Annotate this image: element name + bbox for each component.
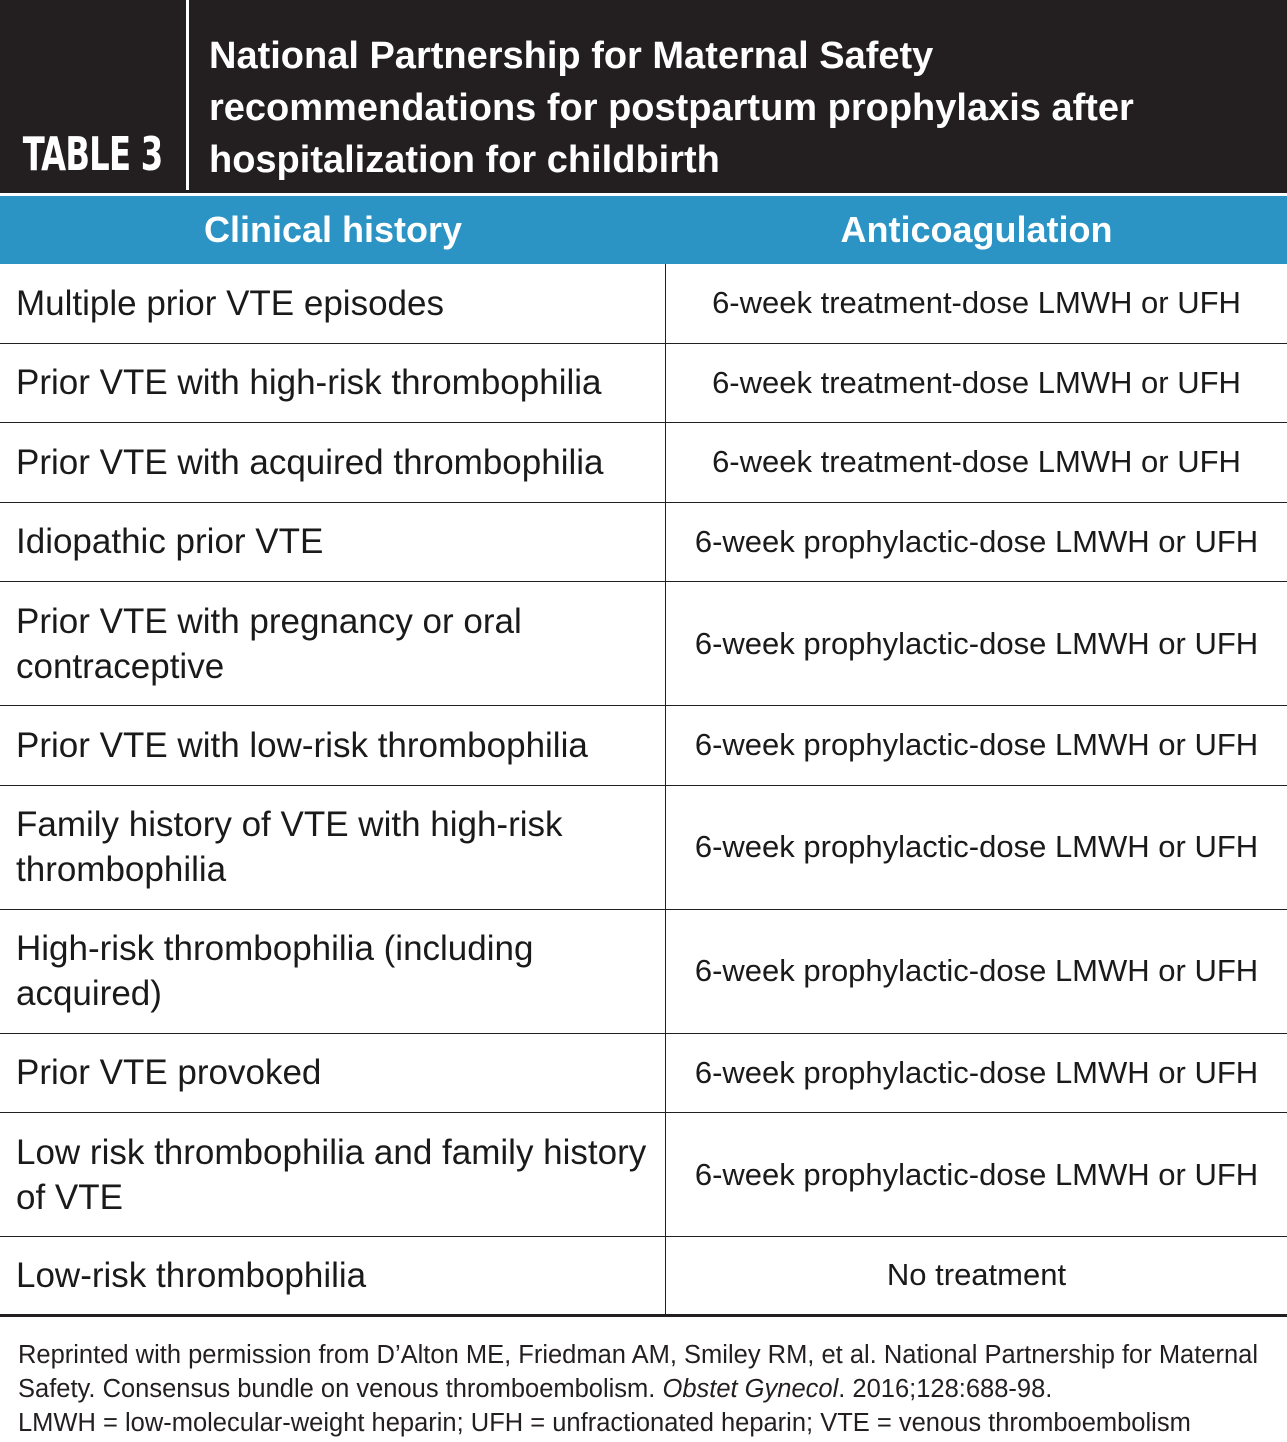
anticoagulation-cell: 6-week prophylactic-dose LMWH or UFH bbox=[694, 1054, 1259, 1090]
clinical-history-cell: Family history of VTE with high-risk thrombophilia bbox=[0, 786, 666, 909]
table-header bbox=[0, 0, 1287, 193]
clinical-history-cell: Low-risk thrombophilia bbox=[0, 1237, 666, 1314]
column-header-clinical-history: Clinical history bbox=[203, 209, 463, 250]
clinical-history-cell: Prior VTE with low-risk thrombophilia bbox=[0, 706, 666, 785]
anticoagulation-cell: 6-week treatment-dose LMWH or UFH bbox=[712, 364, 1241, 400]
table-footnote bbox=[18, 1338, 1280, 1440]
anticoagulation-cell: 6-week prophylactic-dose LMWH or UFH bbox=[694, 953, 1259, 988]
anticoagulation-cell: 6-week prophylactic-dose LMWH or UFH bbox=[694, 727, 1259, 763]
column-header-anticoagulation: Anticoagulation bbox=[840, 209, 1113, 250]
clinical-history-cell: Prior VTE with acquired thrombophilia bbox=[0, 423, 666, 502]
clinical-history-cell: Idiopathic prior VTE bbox=[0, 503, 666, 582]
anticoagulation-cell: 6-week prophylactic-dose LMWH or UFH bbox=[694, 1156, 1259, 1192]
anticoagulation-cell: 6-week prophylactic-dose LMWH or UFH bbox=[694, 829, 1259, 864]
table-row bbox=[0, 1113, 1287, 1237]
table-title: National Partnership for Maternal Safety recommendations for postpartum prophylaxis after hospitalization for childbirth bbox=[209, 35, 1134, 181]
clinical-history-cell: High-risk thrombophilia (including acquired) bbox=[0, 910, 666, 1033]
anticoagulation-cell: 6-week prophylactic-dose LMWH or UFH bbox=[694, 523, 1259, 559]
table-row bbox=[0, 582, 1287, 706]
table-row bbox=[0, 423, 1287, 503]
anticoagulation-cell: No treatment bbox=[886, 1257, 1067, 1293]
anticoagulation-cell: 6-week prophylactic-dose LMWH or UFH bbox=[694, 625, 1259, 661]
clinical-history-cell: Low risk thrombophilia and family history of VTE bbox=[0, 1113, 666, 1236]
clinical-history-cell: Prior VTE provoked bbox=[0, 1034, 666, 1113]
table-row bbox=[0, 706, 1287, 786]
table-number: TABLE 3 bbox=[23, 127, 163, 181]
table-row bbox=[0, 1237, 1287, 1317]
column-header-row bbox=[0, 196, 1287, 264]
table-row bbox=[0, 503, 1287, 583]
anticoagulation-cell: 6-week treatment-dose LMWH or UFH bbox=[712, 444, 1241, 480]
table-body bbox=[0, 264, 1287, 1317]
table-row bbox=[0, 910, 1287, 1034]
table-row bbox=[0, 786, 1287, 910]
citation: Reprinted with permission from D’Alton ME, Friedman AM, Smiley RM, et al. National Partnership for Maternal Safety. Consensus bundle on venous thromboembolism. Obstet Gynecol. 2016;128:688-98. bbox=[18, 1341, 1259, 1403]
table-row bbox=[0, 1034, 1287, 1114]
anticoagulation-cell: 6-week treatment-dose LMWH or UFH bbox=[712, 285, 1241, 321]
clinical-history-cell: Prior VTE with pregnancy or oral contraceptive bbox=[0, 582, 666, 705]
table-row bbox=[0, 264, 1287, 344]
table-row bbox=[0, 344, 1287, 424]
clinical-history-cell: Prior VTE with high-risk thrombophilia bbox=[0, 344, 666, 423]
journal-name: Obstet Gynecol bbox=[662, 1375, 839, 1403]
clinical-history-cell: Multiple prior VTE episodes bbox=[0, 264, 666, 343]
abbreviations: LMWH = low-molecular-weight heparin; UFH = unfractionated heparin; VTE = venous thromboembolism bbox=[18, 1409, 1191, 1437]
